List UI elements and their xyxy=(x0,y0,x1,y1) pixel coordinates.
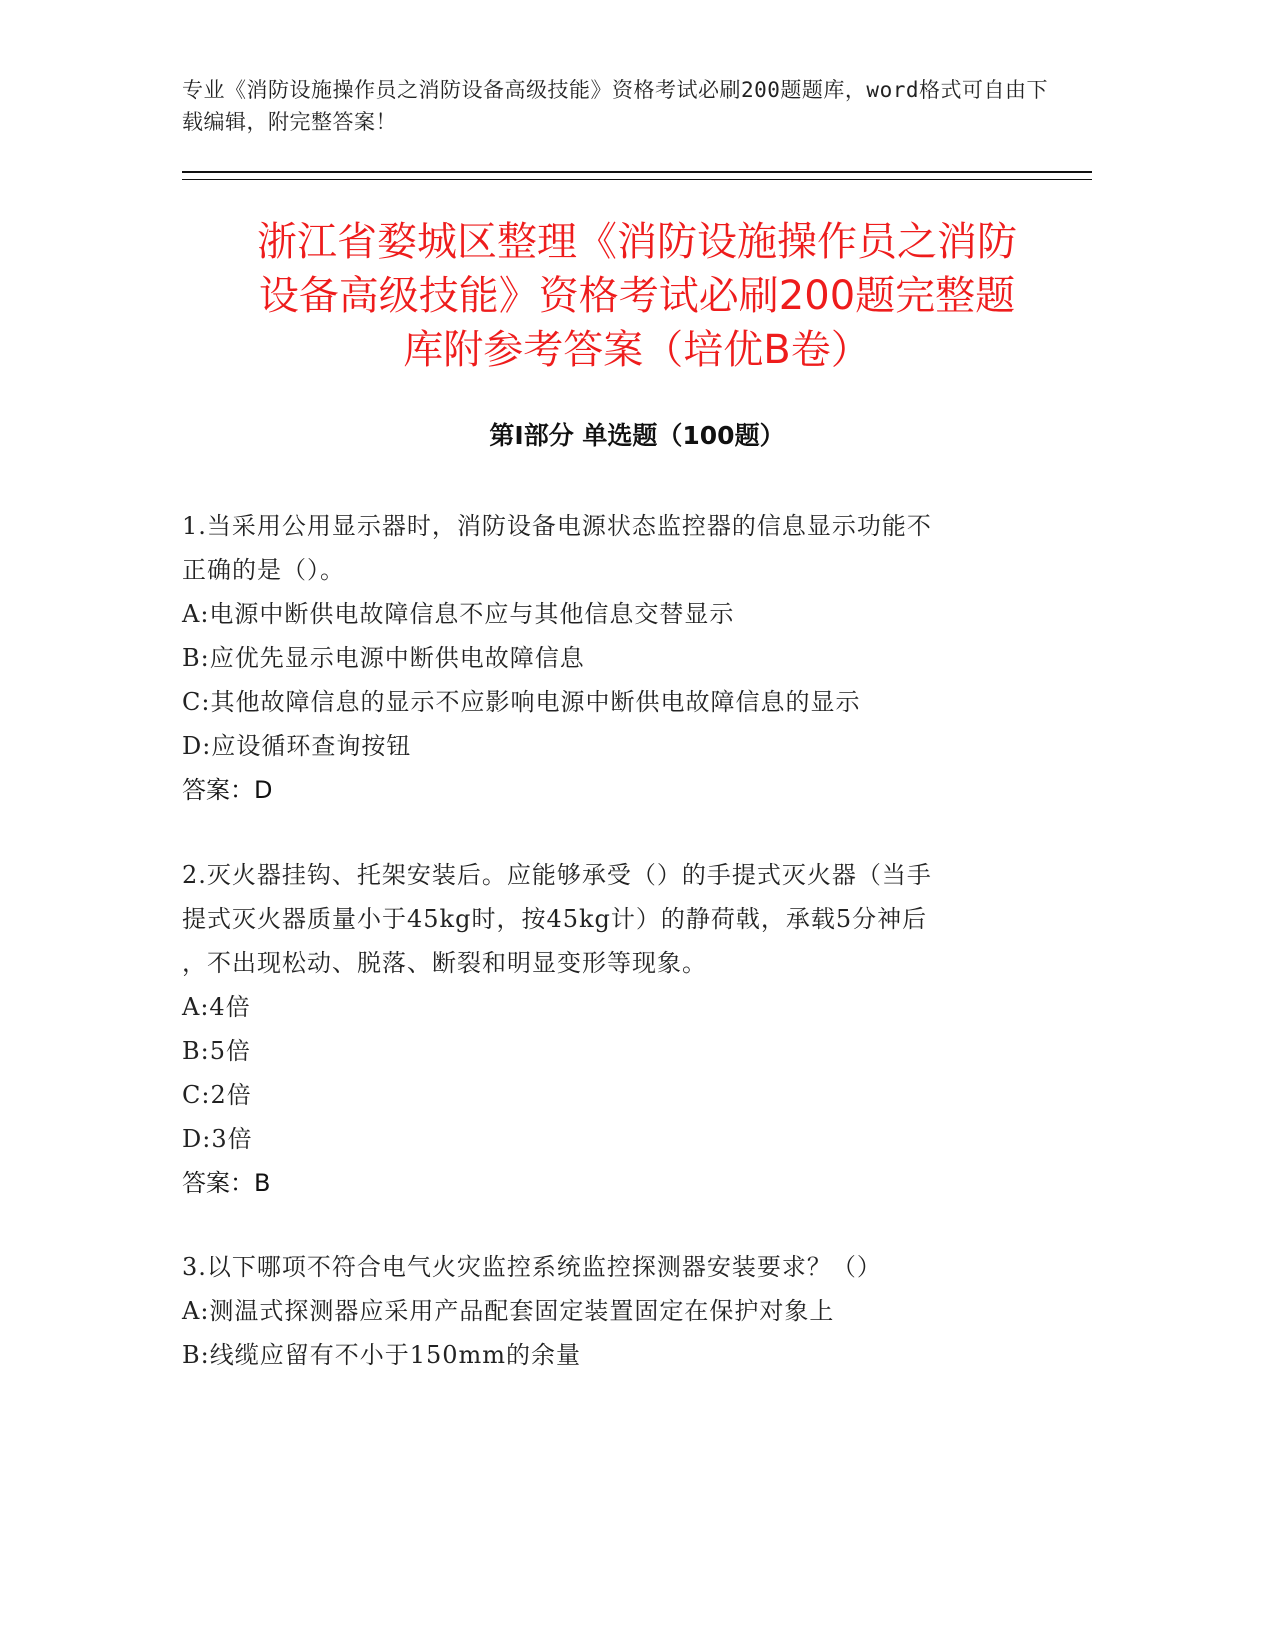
header-rule-thin xyxy=(182,179,1092,180)
option-c: C:2倍 xyxy=(182,1081,252,1109)
document-title-line-2: 设备高级技能》资格考试必刷200题完整题 xyxy=(258,273,1016,319)
document-title xyxy=(182,215,1092,377)
question-2 xyxy=(182,853,1062,1205)
header-rule-thick xyxy=(182,171,1092,173)
question-stem-line: 2.灭火器挂钩、托架安装后。应能够承受（）的手提式灭火器（当手 xyxy=(182,861,932,889)
option-d: D:3倍 xyxy=(182,1125,253,1153)
option-a: A:电源中断供电故障信息不应与其他信息交替显示 xyxy=(182,600,735,628)
option-b: B:线缆应留有不小于150mm的余量 xyxy=(182,1341,582,1369)
question-3 xyxy=(182,1245,1062,1377)
question-stem-line: 1.当采用公用显示器时，消防设备电源状态监控器的信息显示功能不 xyxy=(182,512,932,540)
document-title-line-3: 库附参考答案（培优B卷） xyxy=(403,327,871,373)
option-a: A:测温式探测器应采用产品配套固定装置固定在保护对象上 xyxy=(182,1297,835,1325)
option-c: C:其他故障信息的显示不应影响电源中断供电故障信息的显示 xyxy=(182,688,861,716)
document-title-line-1: 浙江省婺城区整理《消防设施操作员之消防 xyxy=(257,219,1017,265)
question-1 xyxy=(182,504,1062,812)
section-title: 第I部分 单选题（100题） xyxy=(489,421,785,450)
question-stem-line: ，不出现松动、脱落、断裂和明显变形等现象。 xyxy=(182,949,707,977)
question-stem-line: 提式灭火器质量小于45kg时，按45kg计）的静荷戟，承载5分神后 xyxy=(182,905,928,933)
option-a: A:4倍 xyxy=(182,993,251,1021)
answer-line: 答案：B xyxy=(182,1169,271,1197)
option-b: B:5倍 xyxy=(182,1037,251,1065)
option-b: B:应优先显示电源中断供电故障信息 xyxy=(182,644,585,672)
header-note: 专业《消防设施操作员之消防设备高级技能》资格考试必刷200题题库，word格式可自由下载编辑，附完整答案！ xyxy=(182,78,1048,134)
option-d: D:应设循环查询按钮 xyxy=(182,732,412,760)
question-stem-line: 正确的是（）。 xyxy=(182,556,345,584)
question-stem-line: 3.以下哪项不符合电气火灾监控系统监控探测器安装要求？（） xyxy=(182,1253,882,1281)
answer-line: 答案：D xyxy=(182,776,273,804)
